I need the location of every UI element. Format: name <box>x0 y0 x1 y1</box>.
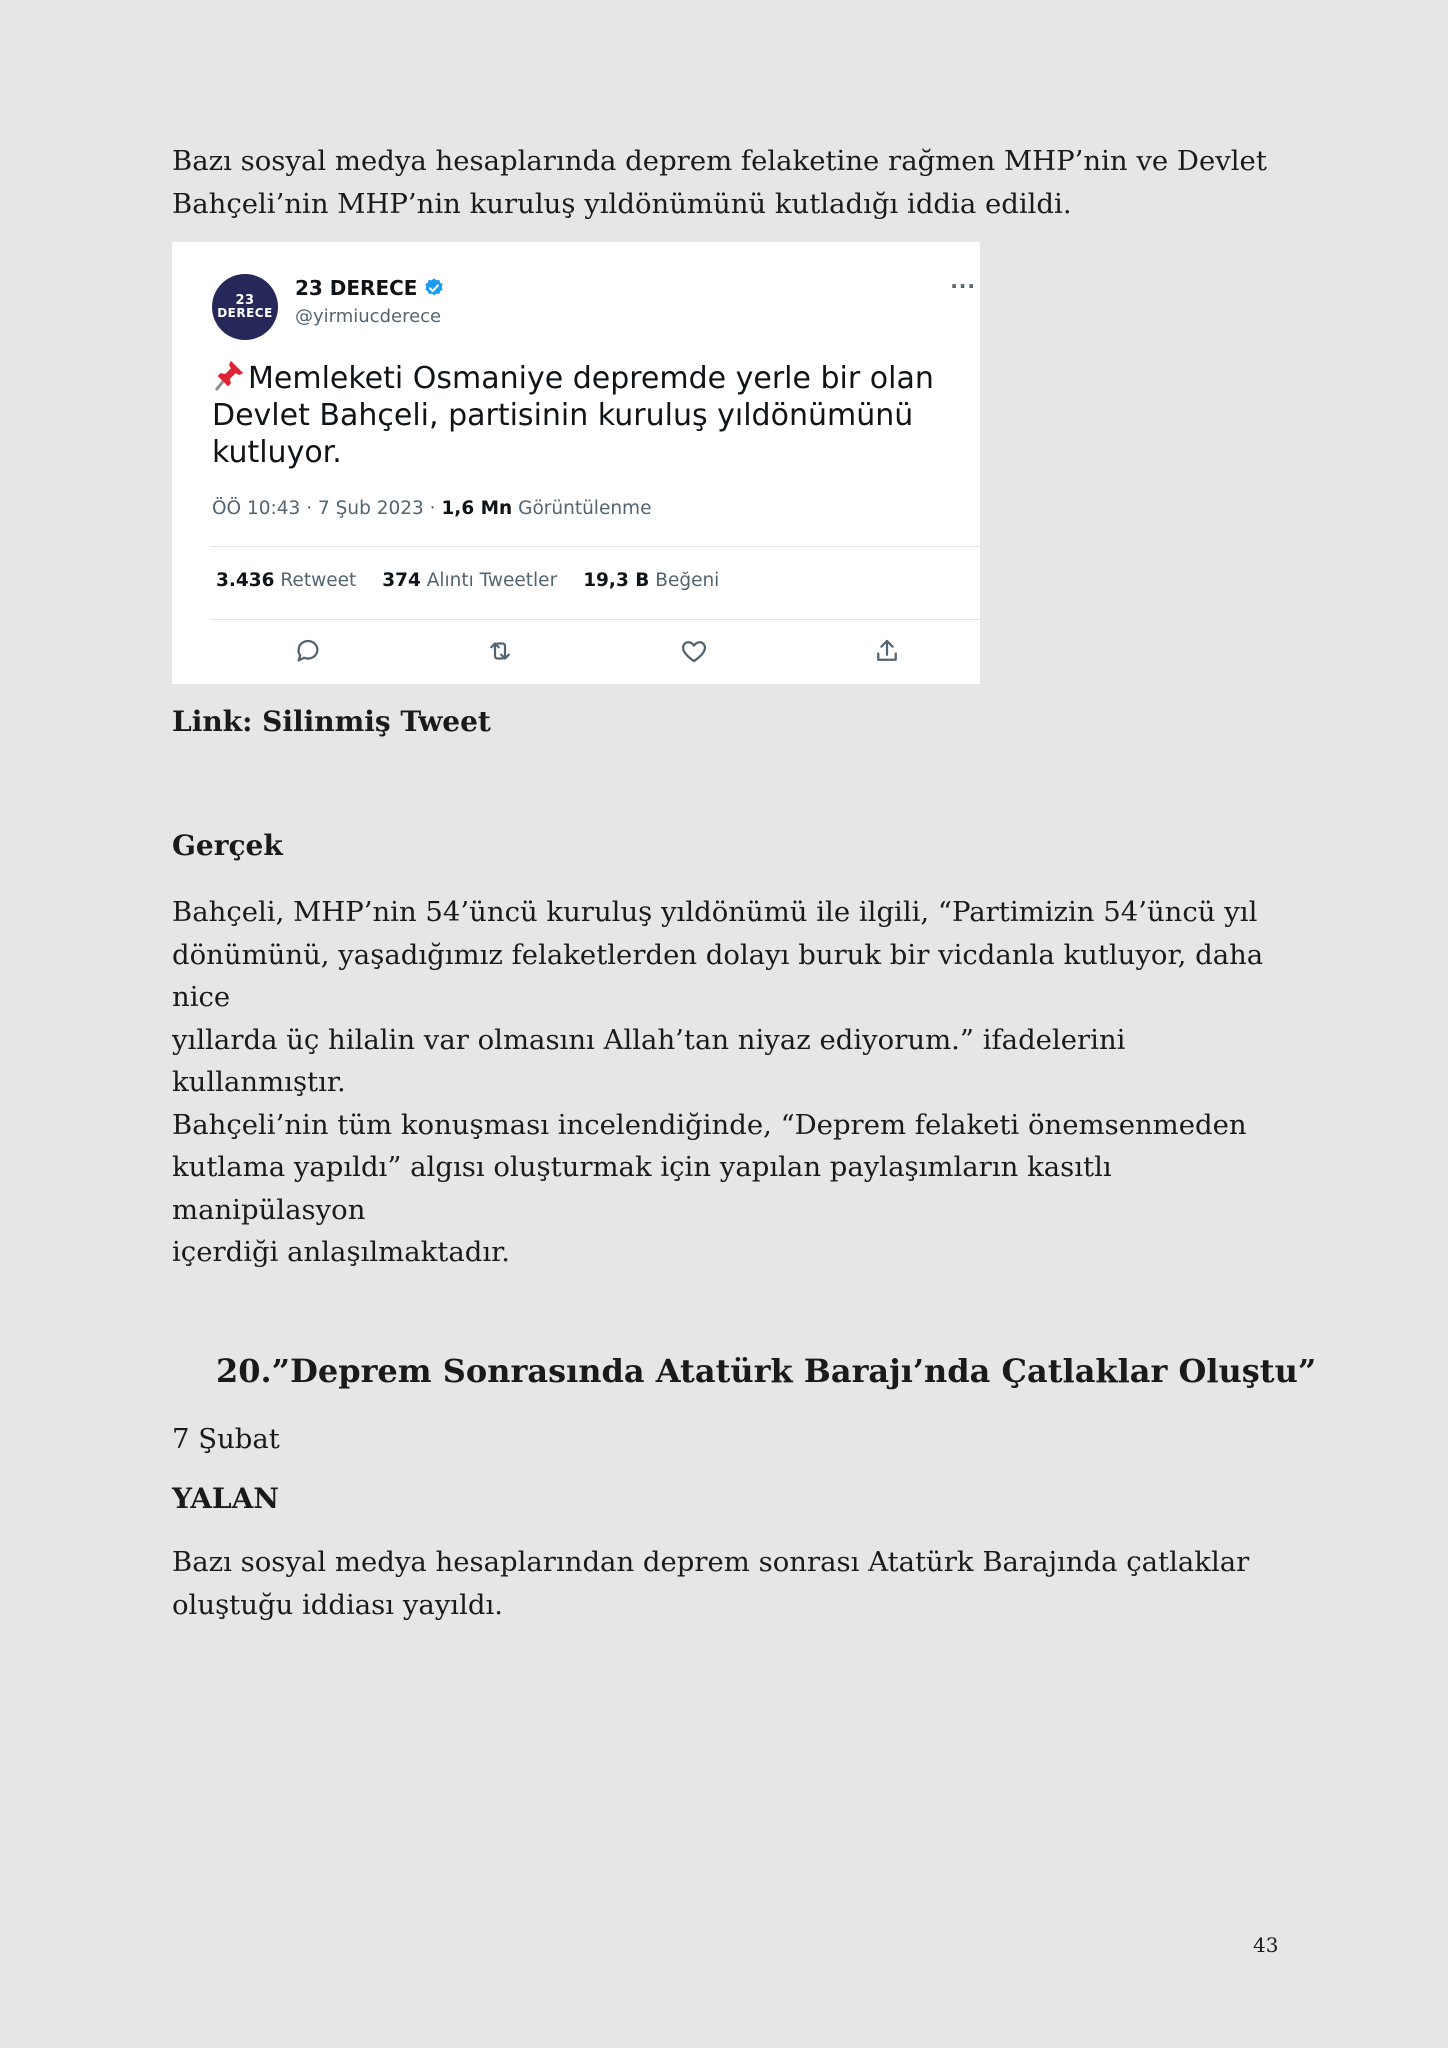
reply-icon[interactable] <box>293 636 323 666</box>
tweet-text <box>212 358 952 471</box>
timestamp-text: ÖÖ 10:43 · 7 Şub 2023 · <box>212 498 442 519</box>
section-heading: 20.”Deprem Sonrasında Atatürk Barajı’nda Çatlaklar Oluştu” <box>216 1352 1317 1390</box>
divider <box>210 619 980 620</box>
verified-icon <box>423 277 445 299</box>
like-icon[interactable] <box>679 636 709 666</box>
retweets-count: 3.436 <box>216 570 275 591</box>
intro-paragraph <box>172 140 1282 225</box>
fact-line: dönümünü, yaşadığımız felaketlerden dolayı buruk bir vicdanla kutluyor, daha nice <box>172 938 1264 1013</box>
tweet-stats <box>216 570 719 591</box>
pin-icon <box>212 358 246 392</box>
claim-line: oluştuğu iddiası yayıldı. <box>172 1588 504 1621</box>
display-name: 23 DERECE <box>295 276 418 300</box>
fact-line: kutlama yapıldı” algısı oluşturmak için yapılan paylaşımların kasıtlı manipülasyon <box>172 1151 1112 1226</box>
likes-count: 19,3 B <box>583 570 650 591</box>
intro-line: Bazı sosyal medya hesaplarında deprem felaketine rağmen MHP’nin ve Devlet <box>172 145 1267 177</box>
tweet-handle: @yirmiucderece <box>295 306 442 327</box>
divider <box>210 546 980 547</box>
tweet-screenshot <box>172 242 980 684</box>
page-number: 43 <box>1253 1933 1279 1957</box>
verdict-label: YALAN <box>172 1482 279 1515</box>
fact-line: Bahçeli, MHP’nin 54’üncü kuruluş yıldönümü ile ilgili, “Partimizin 54’üncü yıl <box>172 896 1258 928</box>
share-icon[interactable] <box>872 636 902 666</box>
tweet-actions <box>172 636 980 676</box>
quotes-stat[interactable] <box>382 570 557 591</box>
date-text: 7 Şubat <box>172 1423 280 1455</box>
quotes-count: 374 <box>382 570 421 591</box>
views-label: Görüntülenme <box>512 498 652 519</box>
avatar-number: 23 <box>235 293 255 308</box>
fact-line: içerdiği anlaşılmaktadır. <box>172 1236 511 1268</box>
views-count: 1,6 Mn <box>441 498 513 519</box>
retweet-icon[interactable] <box>485 636 515 666</box>
claim-line: Bazı sosyal medya hesaplarından deprem sonrası Atatürk Barajında çatlaklar <box>172 1546 1250 1578</box>
tweet-timestamp <box>212 498 651 519</box>
quotes-label: Alıntı Tweetler <box>420 570 558 591</box>
retweets-stat[interactable] <box>216 570 356 591</box>
likes-label: Beğeni <box>649 570 720 591</box>
fact-line: Bahçeli’nin tüm konuşması incelendiğinde, “Deprem felaketi önemsenmeden <box>172 1108 1247 1141</box>
claim-paragraph <box>172 1541 1282 1626</box>
more-options-icon: ··· <box>950 274 976 298</box>
likes-stat[interactable] <box>583 570 719 591</box>
avatar-word: DERECE <box>217 306 273 320</box>
fact-line: yıllarda üç hilalin var olmasını Allah’tan niyaz ediyorum.” ifadelerini kullanmıştır. <box>172 1023 1126 1098</box>
fact-heading: Gerçek <box>172 829 283 862</box>
link-line: Link: Silinmiş Tweet <box>172 705 491 738</box>
tweet-body: Memleketi Osmaniye depremde yerle bir olan Devlet Bahçeli, partisinin kuruluş yıldönümünü kutluyor. <box>212 361 934 470</box>
avatar <box>212 274 278 340</box>
intro-line: Bahçeli’nin MHP’nin kuruluş yıldönümünü kutladığı iddia edildi. <box>172 187 1072 220</box>
date-line <box>172 1418 1282 1461</box>
fact-paragraph <box>172 891 1282 1274</box>
retweets-label: Retweet <box>274 570 357 591</box>
tweet-author-name <box>295 276 445 300</box>
